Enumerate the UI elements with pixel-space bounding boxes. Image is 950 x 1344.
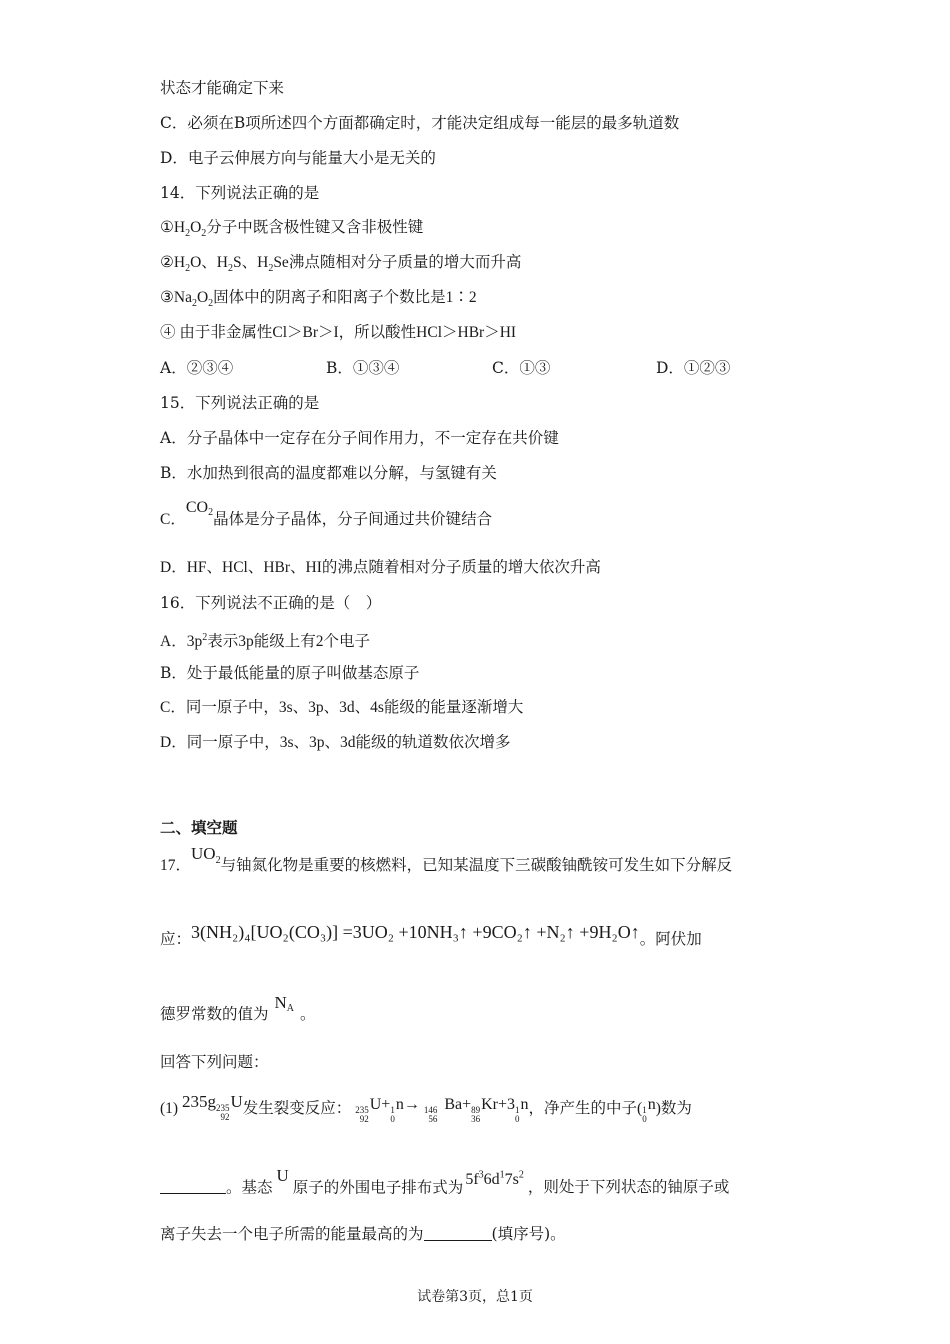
- q17-part-1-line3: 离子失去一个电子所需的能量最高的为 (填序号)。: [160, 1225, 566, 1243]
- q16-option-d: D．同一原子中，3s、3p、3d能级的轨道数依次增多: [160, 734, 511, 751]
- q17-equation-line: 应：3(NH₂)₄[UO₂(CO₃)] =3UO₂ +10NH₃↑ +9CO₂↑ +N₂↑ +9H₂O↑。阿伏加: [160, 922, 702, 948]
- q15-option-b: B．水加热到很高的温度都难以分解，与氢键有关: [160, 464, 497, 482]
- q16-option-c: C．同一原子中，3s、3p、3d、4s能级的能量逐渐增大: [160, 699, 524, 716]
- q14-option-a: A．②③④: [160, 359, 234, 377]
- q15-option-c: C．$CO^2$晶体是分子晶体，分子间通过共价键结合: [160, 499, 493, 528]
- answer-blank-1[interactable]: [160, 1177, 226, 1194]
- q14-option-b: B．①③④: [326, 359, 400, 377]
- q14-statement-2: $②H_2O$、$H_2S$、$H_2Se$沸点随相对分子质量的增大而升高: [160, 254, 522, 275]
- text-line: 状态才能确定下来: [160, 79, 285, 97]
- q17-part-1: (1) 235g 235 92 U发生裂变反应： 235 92 U+ 1 0 n→ 146 56 Ba+ 89 36 Kr+3 1 0 n，净产生的中子( 1 0 n)数为: [160, 1092, 692, 1124]
- option-d: D．电子云伸展方向与能量大小是无关的: [160, 149, 436, 167]
- page-footer: 试卷第3页，总1页: [417, 1289, 533, 1305]
- option-c: C．必须在B项所述四个方面都确定时，才能决定组成每一能层的最多轨道数: [160, 114, 680, 132]
- q17-answer-prompt: 回答下列问题：: [160, 1053, 269, 1071]
- q17-avogadro-line: 德罗常数的值为$N^A$ 。: [160, 993, 316, 1023]
- q14-statement-3: $③Na_2O_2$固体中的阴离子和阳离子个数比是1∶2: [160, 289, 477, 310]
- q14-option-d: D．①②③: [656, 359, 731, 377]
- question-16: 16．下列说法不正确的是（ ）: [160, 594, 382, 612]
- question-17: 17．$UO^2$与铀氮化物是重要的核燃料，已知某温度下三碳酸铀酰铵可发生如下分解反: [160, 844, 733, 874]
- section-heading: 二、填空题: [160, 818, 238, 837]
- question-15: 15．下列说法正确的是: [160, 394, 320, 412]
- question-14: 14．下列说法正确的是: [160, 184, 320, 202]
- answer-blank-2[interactable]: [424, 1224, 492, 1241]
- q14-statement-1: $①H_2O_2$分子中既含极性键又含非极性键: [160, 219, 424, 240]
- q15-option-d: D．HF、HCl、HBr、HI的沸点随着相对分子质量的增大依次升高: [160, 559, 601, 576]
- q16-option-a: A．$3p^2$表示3p能级上有2个电子: [160, 632, 370, 651]
- q16-option-b: B．处于最低能量的原子叫做基态原子: [160, 664, 420, 682]
- q15-option-a: A．分子晶体中一定存在分子间作用力，不一定存在共价键: [160, 429, 559, 447]
- q14-statement-4: ④ 由于非金属性Cl＞Br＞I，所以酸性HCl＞HBr＞HI: [160, 324, 517, 341]
- q14-option-c: C．①③: [492, 359, 551, 377]
- q17-part-1-line2: 。基态U原子的外围电子排布式为 $5f^36d^17s^2$，则处于下列状态的铀原子或: [160, 1174, 729, 1198]
- decomposition-equation: 3(NH₂)₄[UO₂(CO₃)] =3UO₂ +10NH₃↑ +9CO₂↑ +N₂↑ +9H₂O↑: [191, 922, 640, 942]
